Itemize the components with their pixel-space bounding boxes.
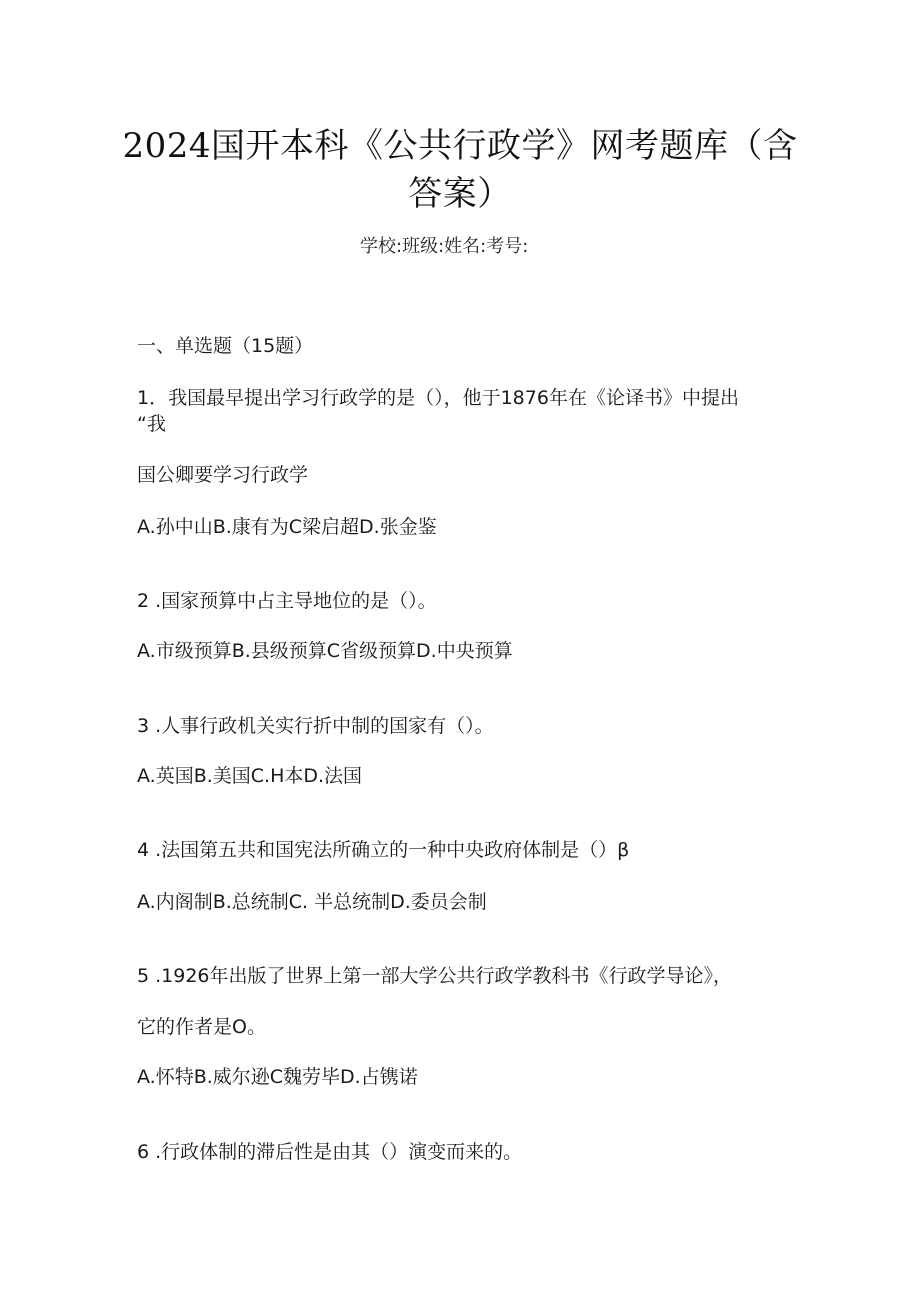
question-2-stem: 2 .国家预算中占主导地位的是（）。 — [137, 590, 437, 612]
question-2-options: A.市级预算B.县级预算C省级预算D.中央预算 — [137, 640, 513, 662]
question-1-stem-line3: 国公卿要学习行政学 — [137, 464, 309, 486]
question-3-options: A.英国B.美国C.H本D.法国 — [137, 765, 363, 787]
question-1-stem-line2: “我 — [137, 413, 166, 435]
question-5-stem-line2: 它的作者是O。 — [137, 1016, 266, 1038]
question-5-options: A.怀特B.威尔逊C魏劳毕D.占镌诺 — [137, 1066, 418, 1088]
question-5-stem-line1: 5 .1926年出版了世界上第一部大学公共行政学教科书《行政学导论》， — [137, 965, 733, 987]
document-title-line1: 2024国开本科《公共行政学》网考题库（含 — [122, 126, 798, 166]
question-4-options: A.内阁制B.总统制C. 半总统制D.委员会制 — [137, 891, 487, 913]
question-1-options: A.孙中山B.康有为C梁启超D.张金鉴 — [137, 516, 437, 538]
question-6-stem: 6 .行政体制的滞后性是由其（）演变而来的。 — [137, 1141, 523, 1163]
question-3-stem: 3 .人事行政机关实行折中制的国家有（）。 — [137, 715, 494, 737]
section-header: 一、单选题（15题） — [137, 335, 314, 357]
question-4-stem: 4 .法国第五共和国宪法所确立的一种中央政府体制是（）β — [137, 839, 630, 861]
question-1-stem-line1: 1．我国最早提出学习行政学的是（），他于1876年在《论译书》中提出 — [137, 387, 739, 409]
document-title-line2: 答案） — [408, 174, 512, 214]
student-info-line: 学校:班级:姓名:考号: — [360, 236, 529, 257]
